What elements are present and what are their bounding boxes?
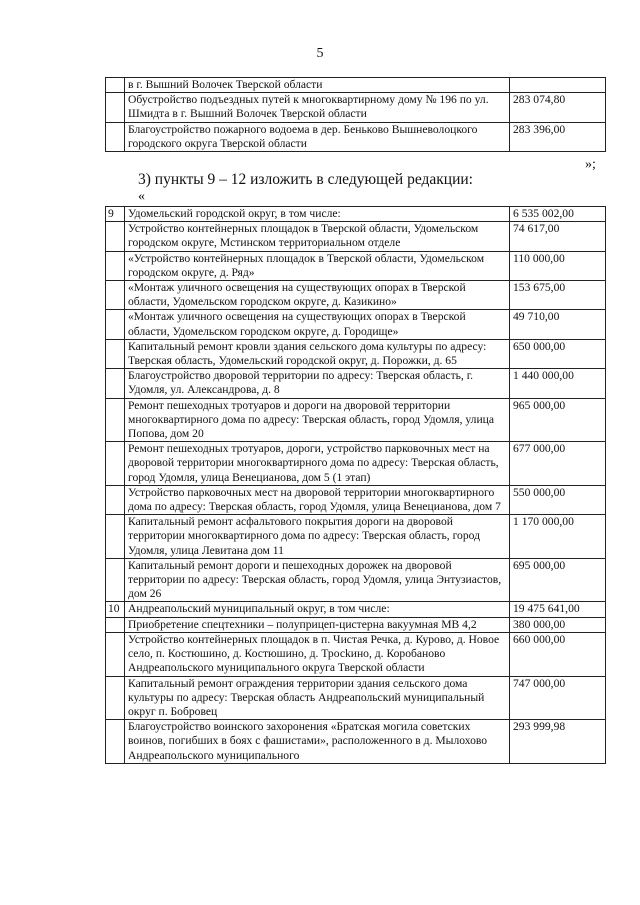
- item-number: [106, 442, 125, 486]
- item-number: [106, 485, 125, 514]
- item-description: в г. Вышний Волочек Тверской области: [125, 78, 510, 93]
- item-amount: 6 535 002,00: [510, 207, 606, 222]
- item-amount: 1 170 000,00: [510, 515, 606, 559]
- item-description: Устройство контейнерных площадок в п. Чистая Речка, д. Курово, д. Новое село, п. Костюшино, д. Костюшино, д. Тросkино, д. Коробаново Андреапольского муниципального округа Тверской области: [125, 632, 510, 676]
- table-row: [106, 207, 606, 222]
- table-row: [106, 310, 606, 339]
- item-description: «Монтаж уличного освещения на существующих опорах в Тверской области, Удомельском городском округе, д. Городище»: [125, 310, 510, 339]
- item-description: Обустройство подъездных путей к многоквартирному дому № 196 по ул. Шмидта в г. Вышний Волочек Тверской области: [125, 93, 510, 122]
- table-row: [106, 251, 606, 280]
- item-amount: 660 000,00: [510, 632, 606, 676]
- opening-quote: «: [138, 189, 145, 204]
- item-amount: 380 000,00: [510, 617, 606, 632]
- item-description: «Устройство контейнерных площадок в Тверской области, Удомельском городском округе, д. Ряд»: [125, 251, 510, 280]
- item-number: 9: [106, 207, 125, 222]
- item-description: Устройство парковочных мест на дворовой территории многоквартирного дома по адресу: Тверская область, город Удомля, улица Венецианова, дом 7: [125, 485, 510, 514]
- item-amount: 283 074,80: [510, 93, 606, 122]
- table-row: [106, 442, 606, 486]
- item-number: [106, 617, 125, 632]
- item-amount: 153 675,00: [510, 281, 606, 310]
- item-number: [106, 310, 125, 339]
- item-number: [106, 398, 125, 442]
- item-amount: 650 000,00: [510, 339, 606, 368]
- item-amount: 677 000,00: [510, 442, 606, 486]
- closing-quote: »;: [585, 157, 596, 172]
- item-number: [106, 632, 125, 676]
- item-description: Благоустройство воинского захоронения «Братская могила советских воинов, погибших в боях с фашистами», расположенного в д. Мылохово Андреапольского муниципального: [125, 720, 510, 764]
- item-number: [106, 558, 125, 602]
- item-description: «Монтаж уличного освещения на существующих опорах в Тверской области, Удомельском городском округе, д. Казикино»: [125, 281, 510, 310]
- item-description: Капитальный ремонт ограждения территории здания сельского дома культуры по адресу: Тверская область Андреапольский муниципальный округ п. Бобровец: [125, 676, 510, 720]
- table-continuation: [105, 77, 606, 152]
- item-description: Благоустройство пожарного водоема в дер. Беньково Вышневолоцкого городского округа Тверской области: [125, 122, 510, 151]
- item-number: [106, 78, 125, 93]
- table-row: [106, 632, 606, 676]
- item-number: [106, 222, 125, 251]
- item-number: [106, 281, 125, 310]
- item-description: Приобретение спецтехники – полуприцеп-цистерна вакуумная МВ 4,2: [125, 617, 510, 632]
- item-number: [106, 251, 125, 280]
- item-amount: 74 617,00: [510, 222, 606, 251]
- item-description: Устройство контейнерных площадок в Тверской области, Удомельском городском округе, Мстинском территориальном отделе: [125, 222, 510, 251]
- item-description: Удомельский городской округ, в том числе:: [125, 207, 510, 222]
- item-amount: [510, 78, 606, 93]
- item-amount: 1 440 000,00: [510, 369, 606, 398]
- table-row: [106, 485, 606, 514]
- table-row: [106, 617, 606, 632]
- page-number: 5: [316, 46, 324, 61]
- item-amount: 49 710,00: [510, 310, 606, 339]
- table-row: [106, 398, 606, 442]
- amendment-instruction: 3) пункты 9 – 12 изложить в следующей редакции:: [138, 171, 473, 188]
- item-number: [106, 720, 125, 764]
- item-number: [106, 122, 125, 151]
- table-row: [106, 676, 606, 720]
- table-amended-items: [105, 206, 606, 764]
- table-row: [106, 93, 606, 122]
- item-number: [106, 515, 125, 559]
- item-number: 10: [106, 602, 125, 617]
- item-description: Ремонт пешеходных тротуаров и дороги на дворовой территории многоквартирного дома по адресу: Тверская область, город Удомля, улица Попова, дом 20: [125, 398, 510, 442]
- item-number: [106, 676, 125, 720]
- table-row: [106, 602, 606, 617]
- table-row: [106, 515, 606, 559]
- table-row: [106, 281, 606, 310]
- item-amount: 293 999,98: [510, 720, 606, 764]
- table-row: [106, 369, 606, 398]
- table-row: [106, 339, 606, 368]
- item-description: Капитальный ремонт асфальтового покрытия дороги на дворовой территории многоквартирного дома по адресу: Тверская область, город Удомля, улица Левитана дом 11: [125, 515, 510, 559]
- item-description: Капитальный ремонт дороги и пешеходных дорожек на дворовой территории по адресу: Тверская область, город Удомля, улица Энтузиастов, дом 26: [125, 558, 510, 602]
- item-description: Капитальный ремонт кровли здания сельского дома культуры по адресу: Тверская область, Удомельский городской округ, д. Порожки, д. 65: [125, 339, 510, 368]
- item-number: [106, 339, 125, 368]
- item-description: Благоустройство дворовой территории по адресу: Тверская область, г. Удомля, ул. Александрова, д. 8: [125, 369, 510, 398]
- item-description: Андреапольский муниципальный округ, в том числе:: [125, 602, 510, 617]
- item-amount: 747 000,00: [510, 676, 606, 720]
- item-amount: 283 396,00: [510, 122, 606, 151]
- table-row: [106, 122, 606, 151]
- item-amount: 965 000,00: [510, 398, 606, 442]
- item-description: Ремонт пешеходных тротуаров, дороги, устройство парковочных мест на дворовой территории многоквартирного дома по адресу: Тверская область, город Удомля, улица Венецианова, дом 5 (1 этап): [125, 442, 510, 486]
- table-row: [106, 720, 606, 764]
- item-amount: 110 000,00: [510, 251, 606, 280]
- table-row: [106, 78, 606, 93]
- table-row: [106, 222, 606, 251]
- item-amount: 695 000,00: [510, 558, 606, 602]
- table-row: [106, 558, 606, 602]
- item-amount: 19 475 641,00: [510, 602, 606, 617]
- item-number: [106, 369, 125, 398]
- item-amount: 550 000,00: [510, 485, 606, 514]
- item-number: [106, 93, 125, 122]
